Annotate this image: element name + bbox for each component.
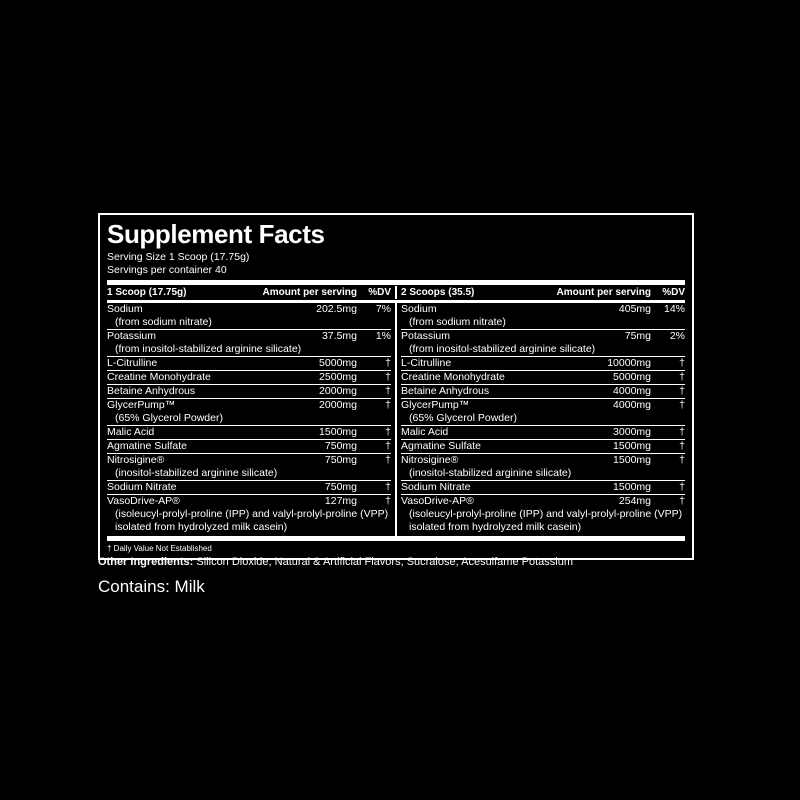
table-row	[401, 425, 685, 439]
other-ingredients-label: Other Ingredients:	[98, 556, 194, 568]
ingredient-amount: 2000mg	[319, 399, 357, 412]
ingredient-amount: 5000mg	[319, 357, 357, 370]
table-row	[107, 425, 391, 439]
ingredient-amount: 75mg	[624, 330, 651, 343]
ingredient-amount: 3000mg	[613, 426, 651, 439]
ingredient-name: Sodium	[107, 303, 143, 316]
ingredient-amount: 10000mg	[607, 357, 651, 370]
serving-header-label: 2 Scoops (35.5)	[401, 287, 475, 299]
column-header-2-scoops	[397, 286, 685, 299]
ingredient-dv: 7%	[375, 303, 391, 316]
ingredient-subtext: (65% Glycerol Powder)	[115, 412, 223, 425]
ingredient-dv: †	[385, 426, 391, 439]
table-row	[401, 329, 685, 356]
ingredient-name: L-Citrulline	[107, 357, 158, 370]
serving-header-label: 1 Scoop (17.75g)	[107, 287, 187, 299]
ingredient-name: GlycerPump™	[107, 399, 176, 412]
ingredient-amount: 405mg	[618, 303, 651, 316]
ingredient-name: Nitrosigine®	[401, 454, 459, 467]
table-row	[107, 494, 391, 534]
table-row	[401, 370, 685, 384]
ingredient-name: Sodium	[401, 303, 437, 316]
table-row	[107, 439, 391, 453]
ingredient-dv: †	[385, 399, 391, 412]
ingredient-amount: 4000mg	[613, 385, 651, 398]
ingredient-name: Creatine Monohydrate	[107, 371, 211, 384]
ingredient-dv: †	[679, 481, 685, 494]
ingredient-name: Betaine Anhydrous	[401, 385, 490, 398]
dv-header-label: %DV	[368, 287, 391, 299]
ingredient-dv: †	[385, 495, 391, 508]
table-row	[401, 384, 685, 398]
amount-header-label: Amount per serving	[556, 287, 651, 299]
table-row	[107, 303, 391, 329]
table-row	[401, 494, 685, 534]
ingredient-name: Sodium Nitrate	[401, 481, 471, 494]
table-row	[107, 384, 391, 398]
daily-value-footnote: † Daily Value Not Established	[107, 544, 212, 554]
ingredient-dv: 2%	[669, 330, 685, 343]
ingredient-amount: 1500mg	[613, 440, 651, 453]
ingredient-subtext: (isoleucyl-prolyl-proline (IPP) and valyl-prolyl-proline (VPP) isolated from hydrolyzed milk casein)	[409, 508, 683, 534]
ingredient-dv: 1%	[375, 330, 391, 343]
ingredient-dv: †	[385, 481, 391, 494]
ingredient-dv: †	[385, 440, 391, 453]
column-headers	[107, 285, 685, 300]
ingredient-dv: †	[385, 385, 391, 398]
ingredient-name: VasoDrive-AP®	[401, 495, 474, 508]
ingredient-subtext: (65% Glycerol Powder)	[409, 412, 517, 425]
table-row	[401, 303, 685, 329]
table-row	[401, 439, 685, 453]
ingredient-amount: 2500mg	[319, 371, 357, 384]
ingredient-amount: 202.5mg	[316, 303, 357, 316]
table-row	[107, 370, 391, 384]
contains-statement: Contains: Milk	[98, 577, 205, 596]
supplement-facts-panel	[98, 213, 694, 560]
column-header-1-scoop	[107, 286, 395, 299]
ingredient-name: Agmatine Sulfate	[401, 440, 481, 453]
ingredient-amount: 1500mg	[613, 454, 651, 467]
ingredient-amount: 750mg	[324, 454, 357, 467]
table-row	[401, 356, 685, 370]
table-row	[107, 329, 391, 356]
other-ingredients-text: Silicon Dioxide, Natural & Artificial Flavors, Sucralose, Acesulfame Potassium	[193, 556, 573, 568]
table-row	[107, 480, 391, 494]
ingredient-amount: 1500mg	[319, 426, 357, 439]
table-row	[107, 356, 391, 370]
ingredient-name: L-Citrulline	[401, 357, 452, 370]
ingredient-name: VasoDrive-AP®	[107, 495, 180, 508]
ingredient-amount: 750mg	[324, 440, 357, 453]
ingredient-name: Malic Acid	[107, 426, 155, 439]
dv-header-label: %DV	[662, 287, 685, 299]
facts-column-2-scoops	[397, 303, 685, 536]
facts-column-1-scoop	[107, 303, 395, 536]
ingredient-name: Nitrosigine®	[107, 454, 165, 467]
ingredient-name: Potassium	[107, 330, 157, 343]
ingredient-dv: †	[679, 385, 685, 398]
ingredient-dv: †	[385, 357, 391, 370]
serving-size-text: Serving Size 1 Scoop (17.75g)	[107, 251, 250, 264]
ingredient-name: Betaine Anhydrous	[107, 385, 196, 398]
ingredient-dv: †	[385, 454, 391, 467]
ingredient-name: Potassium	[401, 330, 451, 343]
ingredient-subtext: (inositol-stabilized arginine silicate)	[115, 467, 278, 480]
amount-header-label: Amount per serving	[262, 287, 357, 299]
ingredient-name: Creatine Monohydrate	[401, 371, 505, 384]
ingredient-amount: 5000mg	[613, 371, 651, 384]
table-row	[401, 453, 685, 480]
ingredient-dv: †	[679, 399, 685, 412]
ingredient-dv: †	[679, 454, 685, 467]
table-row	[401, 398, 685, 425]
ingredient-name: Malic Acid	[401, 426, 449, 439]
table-row	[107, 453, 391, 480]
ingredient-amount: 1500mg	[613, 481, 651, 494]
ingredient-name: Agmatine Sulfate	[107, 440, 187, 453]
servings-per-container-text: Servings per container 40	[107, 264, 227, 277]
ingredient-subtext: (inositol-stabilized arginine silicate)	[409, 467, 572, 480]
ingredient-amount: 2000mg	[319, 385, 357, 398]
ingredient-subtext: (from inositol-stabilized arginine silicate)	[115, 343, 302, 356]
ingredient-amount: 127mg	[324, 495, 357, 508]
ingredient-dv: †	[679, 426, 685, 439]
table-row	[401, 480, 685, 494]
ingredient-dv: †	[385, 371, 391, 384]
facts-table	[107, 303, 685, 536]
ingredient-name: Sodium Nitrate	[107, 481, 177, 494]
ingredient-subtext: (from sodium nitrate)	[115, 316, 212, 329]
ingredient-subtext: (from inositol-stabilized arginine silicate)	[409, 343, 596, 356]
ingredient-dv: †	[679, 371, 685, 384]
ingredient-dv: †	[679, 495, 685, 508]
ingredient-amount: 37.5mg	[321, 330, 357, 343]
ingredient-dv: †	[679, 357, 685, 370]
ingredient-dv: †	[679, 440, 685, 453]
ingredient-dv: 14%	[663, 303, 685, 316]
ingredient-amount: 750mg	[324, 481, 357, 494]
ingredient-subtext: (isoleucyl-prolyl-proline (IPP) and valyl-prolyl-proline (VPP) isolated from hydrolyzed milk casein)	[115, 508, 389, 534]
other-ingredients	[98, 555, 698, 569]
table-row	[107, 398, 391, 425]
ingredient-amount: 4000mg	[613, 399, 651, 412]
ingredient-name: GlycerPump™	[401, 399, 470, 412]
ingredient-amount: 254mg	[618, 495, 651, 508]
panel-title: Supplement Facts	[107, 219, 325, 249]
ingredient-subtext: (from sodium nitrate)	[409, 316, 506, 329]
